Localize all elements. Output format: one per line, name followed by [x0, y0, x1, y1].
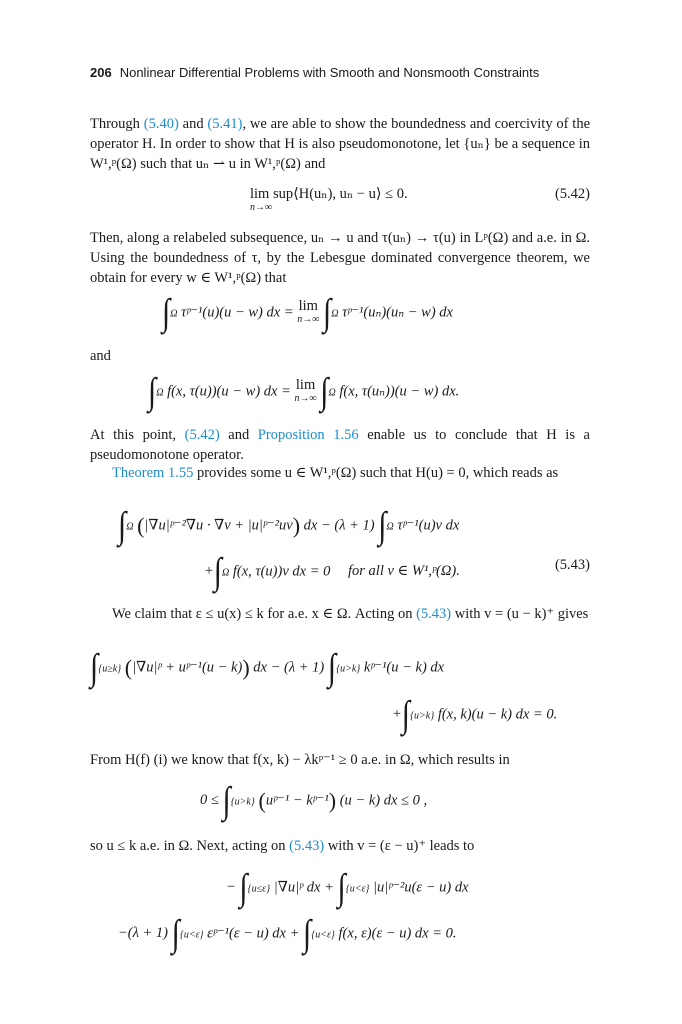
paragraph-3: At this point, (5.42) and Proposition 1.56 enable us to conclude that H is a pseudomonotone operator.: [90, 427, 590, 463]
eqnum-5-42: (5.42): [554, 186, 590, 202]
ref-5-43[interactable]: (5.43): [416, 606, 452, 622]
and-line: and: [90, 348, 111, 364]
ref-prop-1-56[interactable]: Proposition 1.56: [257, 427, 359, 443]
ref-5-42[interactable]: (5.42): [184, 427, 220, 443]
running-title: Nonlinear Differential Problems with Smooth and Nonsmooth Constraints: [119, 65, 540, 80]
page-number: 206: [90, 65, 112, 80]
equation-claim-line-1: ∫{u≥k} (|∇u|ᵖ + uᵖ⁻¹(u − k)) dx − (λ + 1) ∫{u>k} kᵖ⁻¹(u − k) dx: [90, 646, 445, 688]
paragraph-4: Theorem 1.55 provides some u ∈ W¹,ᵖ(Ω) such that H(u) = 0, which reads as: [112, 465, 559, 481]
paragraph-6: From H(f) (i) we know that f(x, k) − λkᵖ⁻¹ ≥ 0 a.e. in Ω, which results in: [90, 752, 510, 768]
ref-5-41[interactable]: (5.41): [207, 116, 243, 132]
equation-claim-line-2: +∫{u>k} f(x, k)(u − k) dx = 0.: [392, 693, 558, 735]
equation-limit-f: ∫Ω f(x, τ(u))(u − w) dx = lim n→∞ ∫Ω f(x, τ(uₙ))(u − w) dx.: [148, 370, 460, 412]
equation-5-42: lim sup⟨H(uₙ), uₙ − u⟩ ≤ 0. n→∞ (5.42): [250, 186, 590, 213]
paragraph-1: Through (5.40) and (5.41), we are able to show the boundedness and coercivity of the operator H. In order to show that H is also pseudomonotone, let {uₙ} be a sequence in W¹,ᵖ(Ω) such that uₙ ⇀ u in W¹,ᵖ(Ω) and: [90, 116, 591, 172]
ref-5-43-b[interactable]: (5.43): [289, 838, 325, 854]
equation-epsilon-line-2: −(λ + 1) ∫{u<ε} εᵖ⁻¹(ε − u) dx + ∫{u<ε} f(x, ε)(ε − u) dx = 0.: [118, 912, 457, 954]
ref-5-40[interactable]: (5.40): [143, 116, 179, 132]
ref-thm-1-55[interactable]: Theorem 1.55: [112, 465, 194, 481]
equation-5-43-line-1: ∫Ω (|∇u|ᵖ⁻²∇u · ∇v + |u|ᵖ⁻²uv) dx − (λ + 1) ∫Ω τᵖ⁻¹(u)v dx: [118, 504, 460, 546]
paragraph-7: so u ≤ k a.e. in Ω. Next, acting on (5.43) with v = (ε − u)⁺ leads to: [90, 838, 475, 854]
equation-epsilon-line-1: − ∫{u≤ε} |∇u|ᵖ dx + ∫{u<ε} |u|ᵖ⁻²u(ε − u) dx: [226, 866, 469, 908]
equation-5-43-line-2: +∫Ω f(x, τ(u))v dx = 0 for all v ∈ W¹,ᵖ(Ω). (5.43): [204, 550, 590, 592]
integral-sign: ∫: [162, 291, 171, 333]
eqnum-5-43: (5.43): [554, 557, 590, 573]
running-header: [90, 65, 590, 80]
paragraph-2: Then, along a relabeled subsequence, uₙ → u and τ(uₙ) → τ(u) in Lᵖ(Ω) and a.e. in Ω. Using the boundedness of τ, by the Lebesgue dominated convergence theorem, we obtain for every w ∈ W¹,ᵖ(Ω) that: [90, 230, 590, 286]
paragraph-5: We claim that ε ≤ u(x) ≤ k for a.e. x ∈ Ω. Acting on (5.43) with v = (u − k)⁺ gives: [112, 606, 589, 622]
equation-inequality: 0 ≤ ∫{u>k} (uᵖ⁻¹ − kᵖ⁻¹) (u − k) dx ≤ 0 ,: [200, 779, 428, 821]
equation-limit-tau: ∫Ω τᵖ⁻¹(u)(u − w) dx = lim n→∞ ∫Ω τᵖ⁻¹(uₙ)(uₙ − w) dx: [162, 291, 453, 333]
